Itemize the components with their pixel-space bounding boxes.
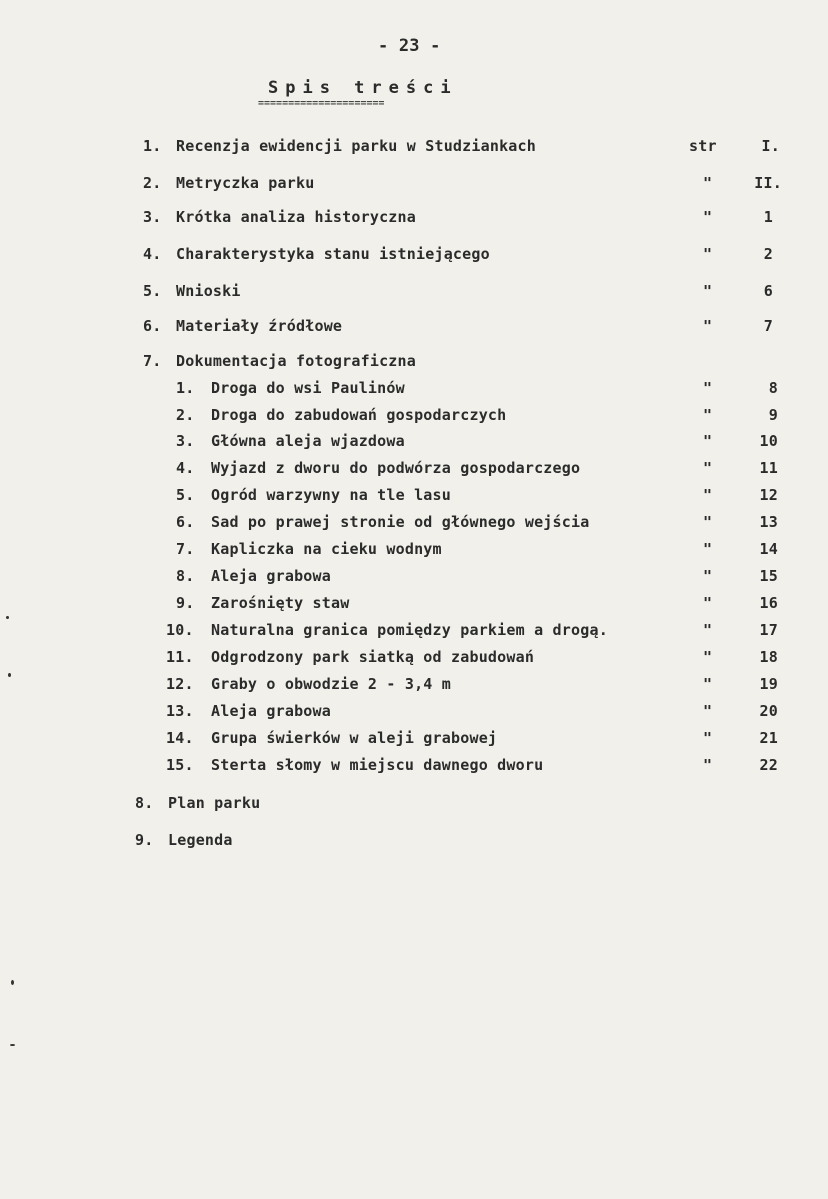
toc-subentry: 7. Kapliczka na cieku wodnym " 14 [176, 540, 778, 558]
toc-entry: 7. Dokumentacja fotograficzna [143, 352, 416, 370]
toc-subentry: 9. Zarośnięty staw " 16 [176, 594, 778, 612]
toc-entry: 9. Legenda [135, 831, 233, 849]
toc-subentry: 6. Sad po prawej stronie od głównego wejścia " 13 [176, 513, 778, 531]
toc-subentry: 15. Sterta słomy w miejscu dawnego dworu " 22 [166, 756, 778, 774]
page-number: - 23 - [378, 36, 441, 56]
title-underline: ===================== [258, 98, 385, 109]
toc-entry: 5. Wnioski " 6 [143, 282, 773, 300]
scan-speck [8, 673, 11, 677]
scan-speck [11, 980, 14, 985]
toc-entry: 3. Krótka analiza historyczna " 1 [143, 208, 773, 226]
toc-subentry: 2. Droga do zabudowań gospodarczych " 9 [176, 406, 778, 424]
page-title: Spis treści [268, 78, 458, 98]
toc-subentry: 11. Odgrodzony park siatką od zabudowań " 18 [166, 648, 778, 666]
toc-subentry: 5. Ogród warzywny na tle lasu " 12 [176, 486, 778, 504]
scan-speck [6, 616, 9, 619]
toc-subentry: 4. Wyjazd z dworu do podwórza gospodarczego " 11 [176, 459, 778, 477]
toc-entry: 8. Plan parku [135, 794, 261, 812]
toc-entry: 6. Materiały źródłowe " 7 [143, 317, 773, 335]
toc-subentry: 10. Naturalna granica pomiędzy parkiem a drogą. " 17 [166, 621, 778, 639]
toc-entry: 2. Metryczka parku " II. [143, 174, 782, 192]
toc-entry: 4. Charakterystyka stanu istniejącego " 2 [143, 245, 773, 263]
toc-subentry: 14. Grupa świerków w aleji grabowej " 21 [166, 729, 778, 747]
toc-entry: 1. Recenzja ewidencji parku w Studziankach str I. [143, 137, 780, 155]
scan-speck [10, 1044, 15, 1046]
toc-subentry: 12. Graby o obwodzie 2 - 3,4 m " 19 [166, 675, 778, 693]
toc-subentry: 13. Aleja grabowa " 20 [166, 702, 778, 720]
toc-subentry: 8. Aleja grabowa " 15 [176, 567, 778, 585]
toc-subentry: 3. Główna aleja wjazdowa " 10 [176, 432, 778, 450]
toc-subentry: 1. Droga do wsi Paulinów " 8 [176, 379, 778, 397]
